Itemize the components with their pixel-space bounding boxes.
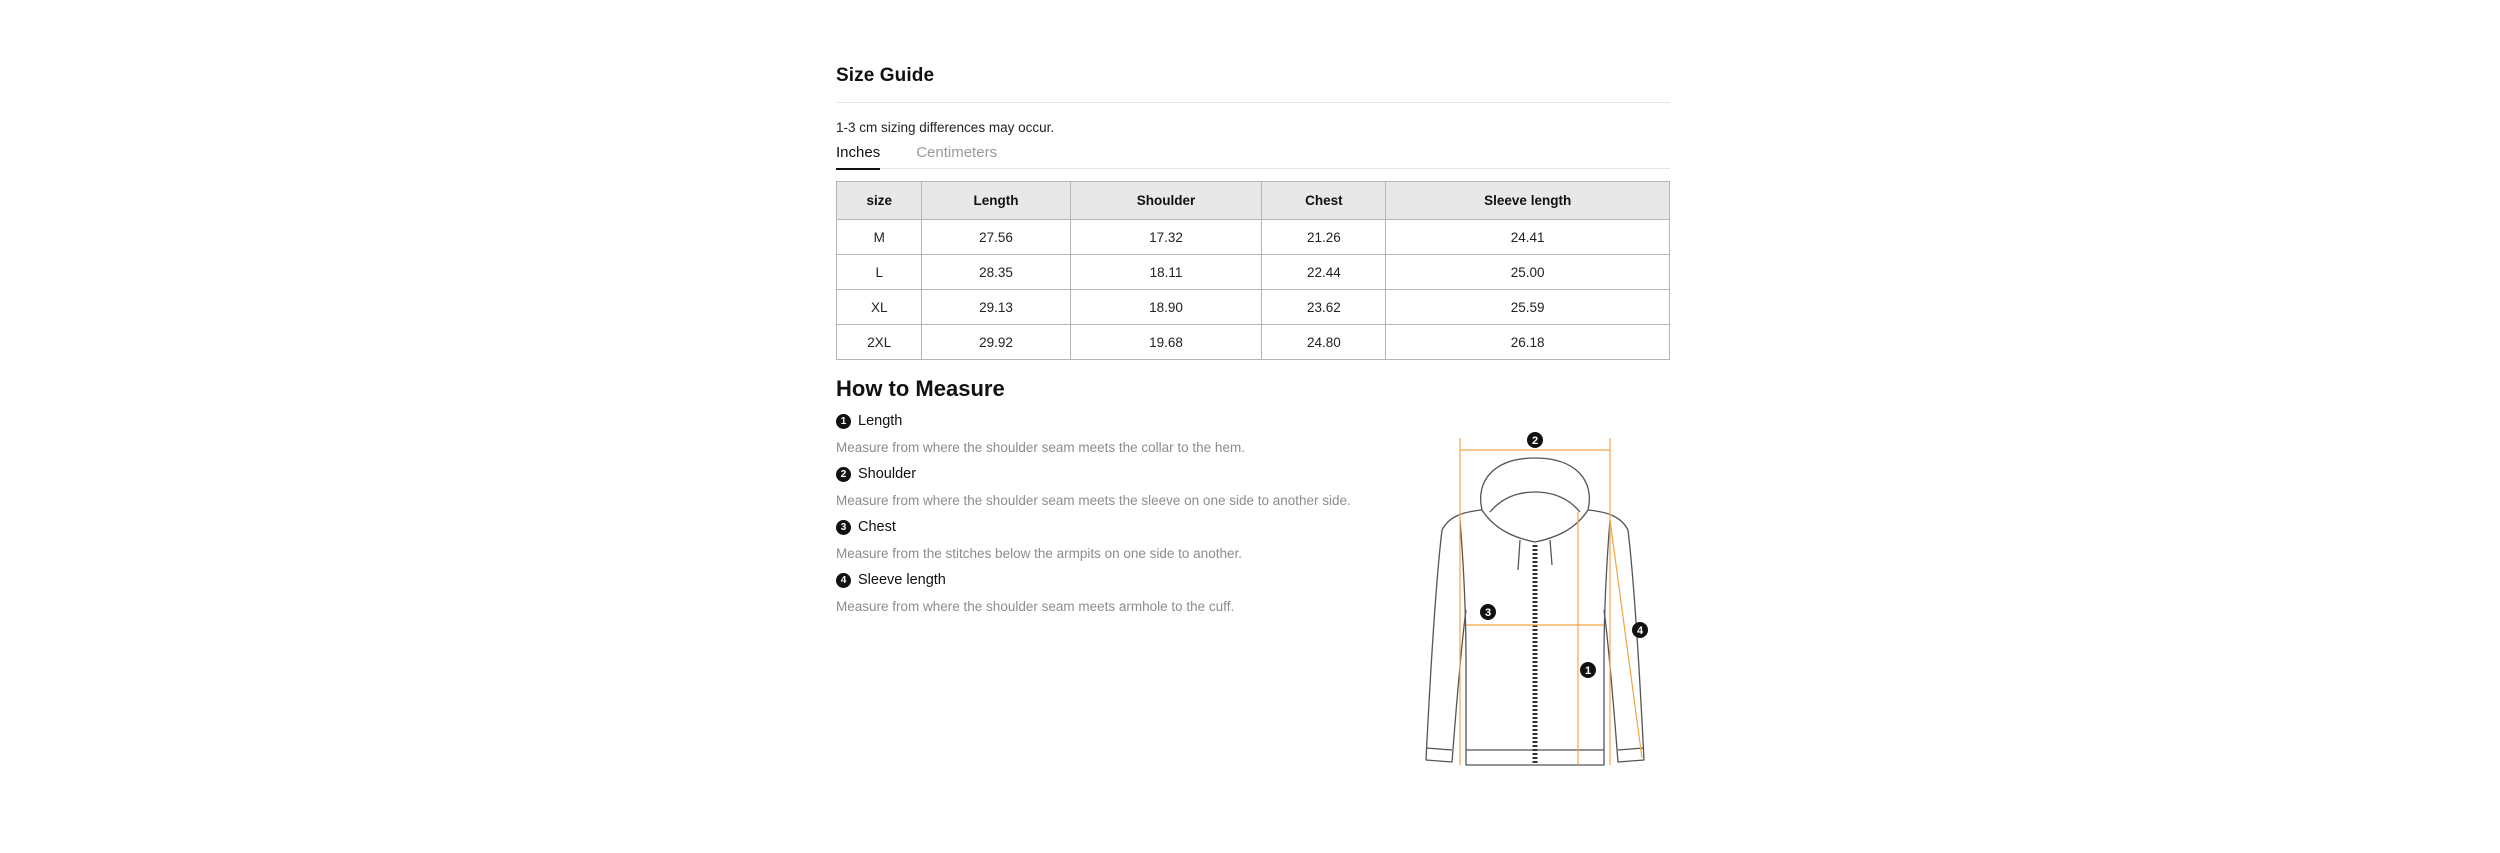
measure-step-shoulder (836, 463, 1396, 512)
step-number-badge: 3 (836, 520, 851, 535)
table-cell: 22.44 (1262, 255, 1386, 290)
hoodie-measurement-diagram-icon (1390, 420, 1680, 780)
size-table (836, 181, 1670, 360)
step-label: Sleeve length (858, 572, 946, 588)
step-description: Measure from where the shoulder seam meets the sleeve on one side to another side. (836, 493, 1351, 508)
step-label: Chest (858, 519, 896, 535)
marker-2 (1527, 432, 1543, 448)
marker-3 (1480, 604, 1496, 620)
step-header (836, 516, 1396, 538)
table-row (837, 255, 1670, 290)
table-cell: 28.35 (922, 255, 1070, 290)
marker-1 (1580, 662, 1596, 678)
hood-opening (1482, 510, 1588, 542)
table-cell: M (837, 220, 922, 255)
table-cell: 27.56 (922, 220, 1070, 255)
step-number-badge: 2 (836, 467, 851, 482)
table-cell: 25.00 (1386, 255, 1670, 290)
column-header-size: size (837, 182, 922, 220)
page-title: Size Guide (836, 65, 935, 86)
step-header (836, 410, 1396, 432)
marker-1-label: 1 (1584, 665, 1592, 677)
drawstring-right (1550, 540, 1552, 565)
step-number-badge: 1 (836, 414, 851, 429)
step-description: Measure from the stitches below the armpits on one side to another. (836, 546, 1242, 561)
table-row (837, 325, 1670, 360)
column-header-shoulder: Shoulder (1070, 182, 1262, 220)
left-cuff-line (1426, 748, 1452, 750)
table-cell: 23.62 (1262, 290, 1386, 325)
table-cell: 17.32 (1070, 220, 1262, 255)
hood-outline (1481, 458, 1590, 510)
step-description: Measure from where the shoulder seam meets the collar to the hem. (836, 440, 1245, 455)
left-sleeve-outline (1426, 510, 1482, 762)
table-cell: 25.59 (1386, 290, 1670, 325)
table-cell: 29.92 (922, 325, 1070, 360)
table-row (837, 290, 1670, 325)
table-cell: 24.80 (1262, 325, 1386, 360)
table-cell: 2XL (837, 325, 922, 360)
measure-step-sleeve-length (836, 569, 1396, 618)
table-cell: 29.13 (922, 290, 1070, 325)
column-header-length: Length (922, 182, 1070, 220)
step-number-badge: 4 (836, 573, 851, 588)
column-header-sleeve-length: Sleeve length (1386, 182, 1670, 220)
tab-centimeters[interactable]: Centimeters (916, 144, 998, 161)
step-header (836, 569, 1396, 591)
table-cell: L (837, 255, 922, 290)
how-to-measure-heading: How to Measure (836, 376, 1005, 401)
hood-inner (1490, 492, 1580, 512)
marker-3-label: 3 (1484, 607, 1492, 619)
measure-step-chest (836, 516, 1396, 565)
title-divider (836, 102, 1670, 103)
tab-inches[interactable]: Inches (836, 143, 880, 169)
step-description: Measure from where the shoulder seam meets armhole to the cuff. (836, 599, 1235, 614)
column-header-chest: Chest (1262, 182, 1386, 220)
table-cell: 18.90 (1070, 290, 1262, 325)
table-cell: 19.68 (1070, 325, 1262, 360)
marker-4-label: 4 (1636, 625, 1644, 637)
sizing-note: 1-3 cm sizing differences may occur. (836, 120, 1055, 135)
table-cell: 21.26 (1262, 220, 1386, 255)
unit-tabs (836, 143, 1670, 169)
table-cell: XL (837, 290, 922, 325)
table-row (837, 220, 1670, 255)
measure-step-length (836, 410, 1396, 459)
table-cell: 26.18 (1386, 325, 1670, 360)
drawstring-left (1518, 540, 1520, 570)
marker-4 (1632, 622, 1648, 638)
table-cell: 24.41 (1386, 220, 1670, 255)
measure-steps (836, 410, 1396, 618)
step-label: Length (858, 413, 903, 429)
step-label: Shoulder (858, 466, 917, 482)
step-header (836, 463, 1396, 485)
table-cell: 18.11 (1070, 255, 1262, 290)
table-header-row (837, 182, 1670, 220)
marker-2-label: 2 (1531, 435, 1539, 447)
